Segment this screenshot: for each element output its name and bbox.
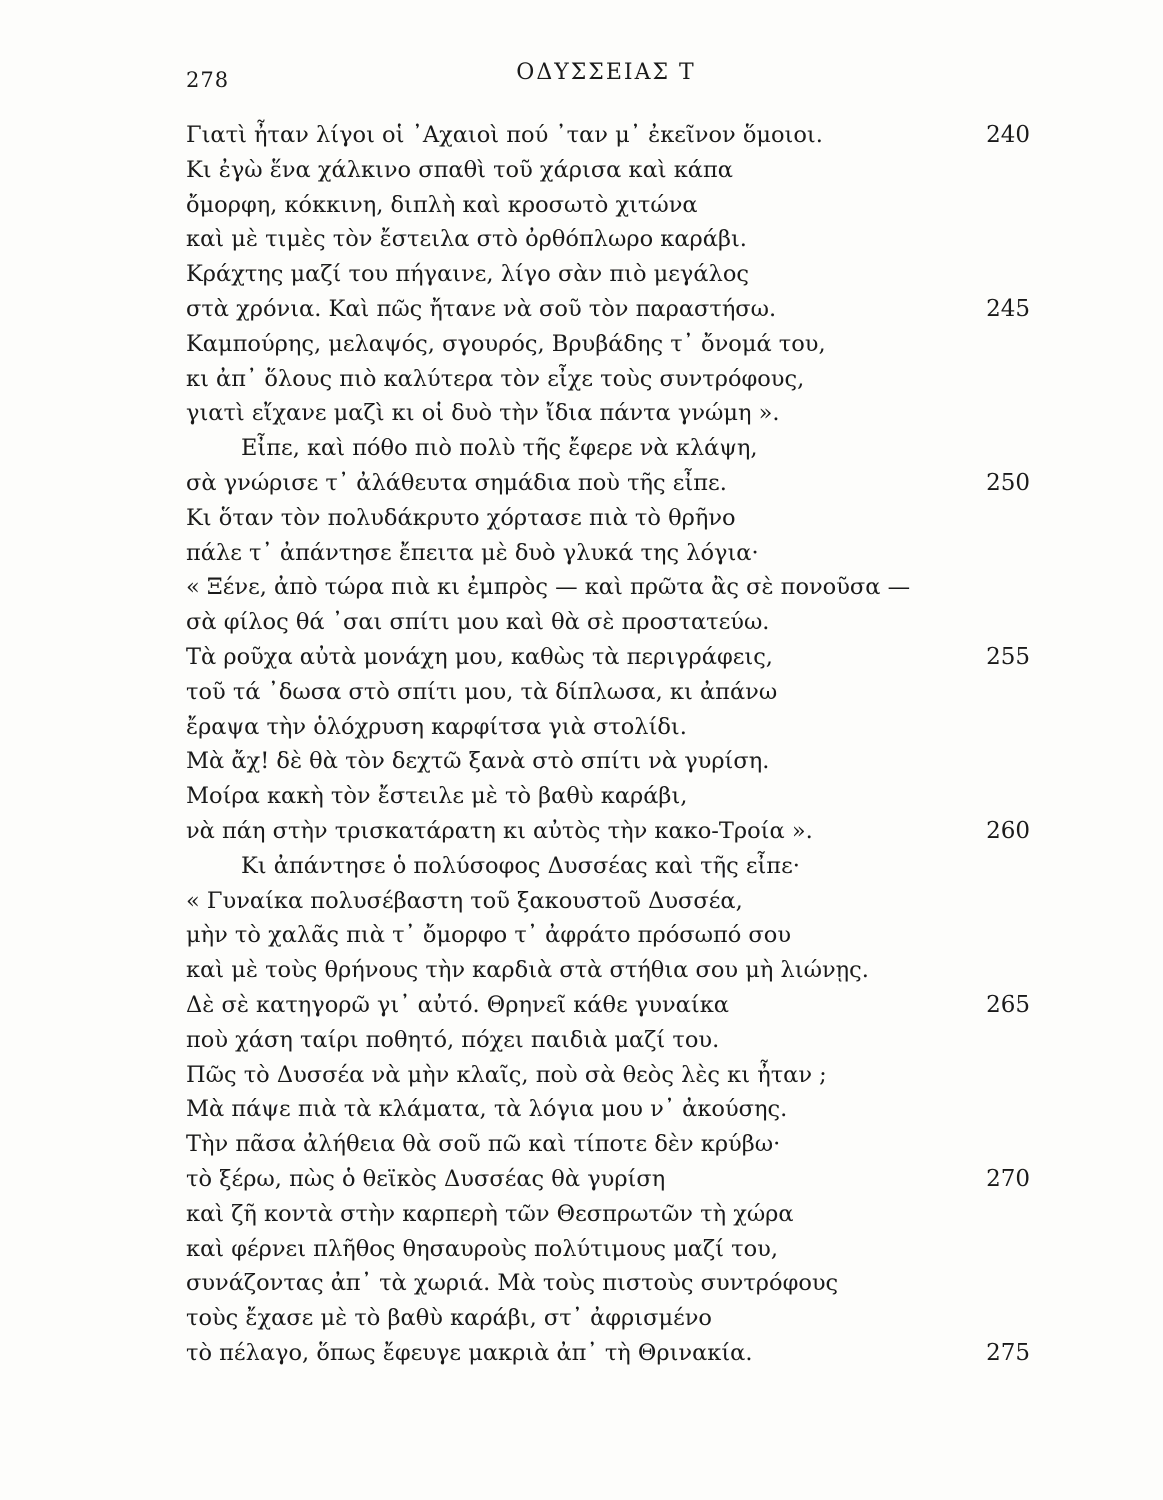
verse-text: κι ἀπ᾿ ὅλους πιὸ καλύτερα τὸν εἶχε τοὺς συντρόφους,: [186, 365, 805, 392]
verse-text: Κι ὅταν τὸν πολυδάκρυτο χόρτασε πιὰ τὸ θρῆνο: [186, 504, 736, 531]
verse-text: Κι ἐγὼ ἕνα χάλκινο σπαθὶ τοῦ χάρισα καὶ κάπα: [186, 156, 733, 183]
verse-text: Τὴν πᾶσα ἀλήθεια θὰ σοῦ πῶ καὶ τίποτε δὲν κρύβω·: [186, 1131, 781, 1158]
verse-line: [186, 814, 1036, 849]
verse-text: τὸ πέλαγο, ὅπως ἔφευγε μακριὰ ἀπ᾿ τὴ Θρινακία.: [186, 1339, 753, 1366]
verse-text: νὰ πάη στὴν τρισκατάρατη κι αὐτὸς τὴν κακο-Τροία ».: [186, 817, 813, 844]
line-number: 245: [986, 295, 1030, 322]
verse-text: ὄμορφη, κόκκινη, διπλὴ καὶ κροσωτὸ χιτώνα: [186, 191, 698, 218]
verse-line: [186, 988, 1036, 1023]
line-number: 260: [986, 817, 1030, 844]
verse-text: « Γυναίκα πολυσέβαστη τοῦ ξακουστοῦ Δυσσέα,: [186, 887, 743, 914]
verse-line: [186, 918, 1036, 953]
verse-text: Γιατὶ ἦταν λίγοι οἱ ᾿Αχαιοὶ πού ᾿ταν μ᾿ ἐκεῖνον ὅμοιοι.: [186, 122, 823, 148]
verse-line: [186, 396, 1036, 431]
verse-line: [186, 292, 1036, 327]
verse-line: [186, 1197, 1036, 1232]
verse-text: Κι ἀπάντησε ὁ πολύσοφος Δυσσέας καὶ τῆς εἶπε·: [241, 852, 800, 879]
verse-line: [186, 779, 1036, 814]
verse-text: Μὰ ἄχ! δὲ θὰ τὸν δεχτῶ ξανὰ στὸ σπίτι νὰ γυρίση.: [186, 748, 770, 775]
verse-text: γιατὶ εἴχανε μαζὶ κι οἱ δυὸ τὴν ἴδια πάντα γνώμη ».: [186, 400, 780, 427]
verse-line: [186, 327, 1036, 362]
verse-line: [186, 501, 1036, 536]
verse-text: στὰ χρόνια. Καὶ πῶς ἤτανε νὰ σοῦ τὸν παραστήσω.: [186, 295, 777, 322]
page-header: [186, 58, 1026, 98]
verse-line: [186, 1023, 1036, 1058]
verse-line: [186, 257, 1036, 292]
line-number: 255: [986, 643, 1030, 670]
verse-text: Μοίρα κακὴ τὸν ἔστειλε μὲ τὸ βαθὺ καράβι,: [186, 783, 688, 810]
verse-text: Μὰ πάψε πιὰ τὰ κλάματα, τὰ λόγια μου ν᾿ ἀκούσης.: [186, 1096, 788, 1123]
verse-line: [186, 1232, 1036, 1267]
verse-line: [186, 118, 1036, 153]
verse-text: « Ξένε, ἀπὸ τώρα πιὰ κι ἐμπρὸς — καὶ πρῶτα ἂς σὲ πονοῦσα —: [186, 574, 911, 601]
page-number: 278: [186, 68, 230, 92]
verse-line: [186, 605, 1036, 640]
verse-line: [186, 188, 1036, 223]
verse-line: [186, 466, 1036, 501]
verse-line: [186, 570, 1036, 605]
verse-line: [186, 884, 1036, 919]
running-title: ΟΔΥΣΣΕΙΑΣ Τ: [516, 60, 696, 85]
verse-text: συνάζοντας ἀπ᾿ τὰ χωριά. Μὰ τοὺς πιστοὺς συντρόφους: [186, 1270, 839, 1297]
verse-line: [186, 849, 1036, 884]
verse-line: [186, 1092, 1036, 1127]
verse-text: σὰ φίλος θά ᾿σαι σπίτι μου καὶ θὰ σὲ προστατεύω.: [186, 609, 770, 636]
verse-text: καὶ φέρνει πλῆθος θησαυροὺς πολύτιμους μαζί του,: [186, 1235, 778, 1262]
verse-line: [186, 953, 1036, 988]
verse-line: [186, 153, 1036, 188]
verse-text: πάλε τ᾿ ἀπάντησε ἔπειτα μὲ δυὸ γλυκά της λόγια·: [186, 539, 759, 566]
verse-text: ποὺ χάση ταίρι ποθητό, πόχει παιδιὰ μαζί του.: [186, 1026, 720, 1053]
verse-text: μὴν τὸ χαλᾶς πιὰ τ᾿ ὄμορφο τ᾿ ἀφράτο πρόσωπό σου: [186, 922, 792, 949]
verse-line: [186, 1266, 1036, 1301]
line-number: 240: [986, 122, 1030, 148]
verse-line: [186, 222, 1036, 257]
verse-line: [186, 362, 1036, 397]
verse-text: καὶ μὲ τιμὲς τὸν ἔστειλα στὸ ὀρθόπλωρο καράβι.: [186, 226, 747, 253]
verse-text: τοῦ τά ᾿δωσα στὸ σπίτι μου, τὰ δίπλωσα, κι ἀπάνω: [186, 678, 778, 705]
verse-text: Δὲ σὲ κατηγορῶ γι᾿ αὐτό. Θρηνεῖ κάθε γυναίκα: [186, 991, 729, 1018]
verse-line: [186, 536, 1036, 571]
line-number: 270: [986, 1165, 1030, 1192]
verse-text: καὶ ζῆ κοντὰ στὴν καρπερὴ τῶν Θεσπρωτῶν τὴ χώρα: [186, 1200, 794, 1227]
verse-text: Πῶς τὸ Δυσσέα νὰ μὴν κλαῖς, ποὺ σὰ θεὸς λὲς κι ἦταν ;: [186, 1061, 827, 1088]
verse-line: [186, 675, 1036, 710]
verse-line: [186, 744, 1036, 779]
verse-line: [186, 1162, 1036, 1197]
verse-block: [186, 118, 1036, 1371]
verse-text: Καμπούρης, μελαψός, σγουρός, Βρυβάδης τ᾿ ὄνομά του,: [186, 330, 826, 357]
verse-text: τὸ ξέρω, πὼς ὁ θεϊκὸς Δυσσέας θὰ γυρίση: [186, 1165, 666, 1192]
verse-text: Τὰ ροῦχα αὐτὰ μονάχη μου, καθὼς τὰ περιγράφεις,: [186, 643, 773, 670]
line-number: 275: [986, 1339, 1030, 1366]
line-number: 265: [986, 991, 1030, 1018]
verse-line: [186, 1336, 1036, 1371]
verse-line: [186, 1058, 1036, 1093]
verse-text: Κράχτης μαζί του πήγαινε, λίγο σὰν πιὸ μεγάλος: [186, 261, 749, 288]
verse-line: [186, 1301, 1036, 1336]
line-number: 250: [986, 469, 1030, 496]
verse-text: τοὺς ἔχασε μὲ τὸ βαθὺ καράβι, στ᾿ ἀφρισμένο: [186, 1305, 712, 1332]
verse-line: [186, 710, 1036, 745]
verse-text: καὶ μὲ τοὺς θρήνους τὴν καρδιὰ στὰ στήθια σου μὴ λιώνῃς.: [186, 957, 869, 984]
verse-text: Εἶπε, καὶ πόθο πιὸ πολὺ τῆς ἔφερε νὰ κλάψη,: [241, 435, 758, 462]
verse-line: [186, 431, 1036, 466]
verse-text: ἔραψα τὴν ὁλόχρυση καρφίτσα γιὰ στολίδι.: [186, 713, 687, 740]
verse-line: [186, 640, 1036, 675]
verse-line: [186, 1127, 1036, 1162]
verse-text: σὰ γνώρισε τ᾿ ἀλάθευτα σημάδια ποὺ τῆς εἶπε.: [186, 469, 727, 496]
